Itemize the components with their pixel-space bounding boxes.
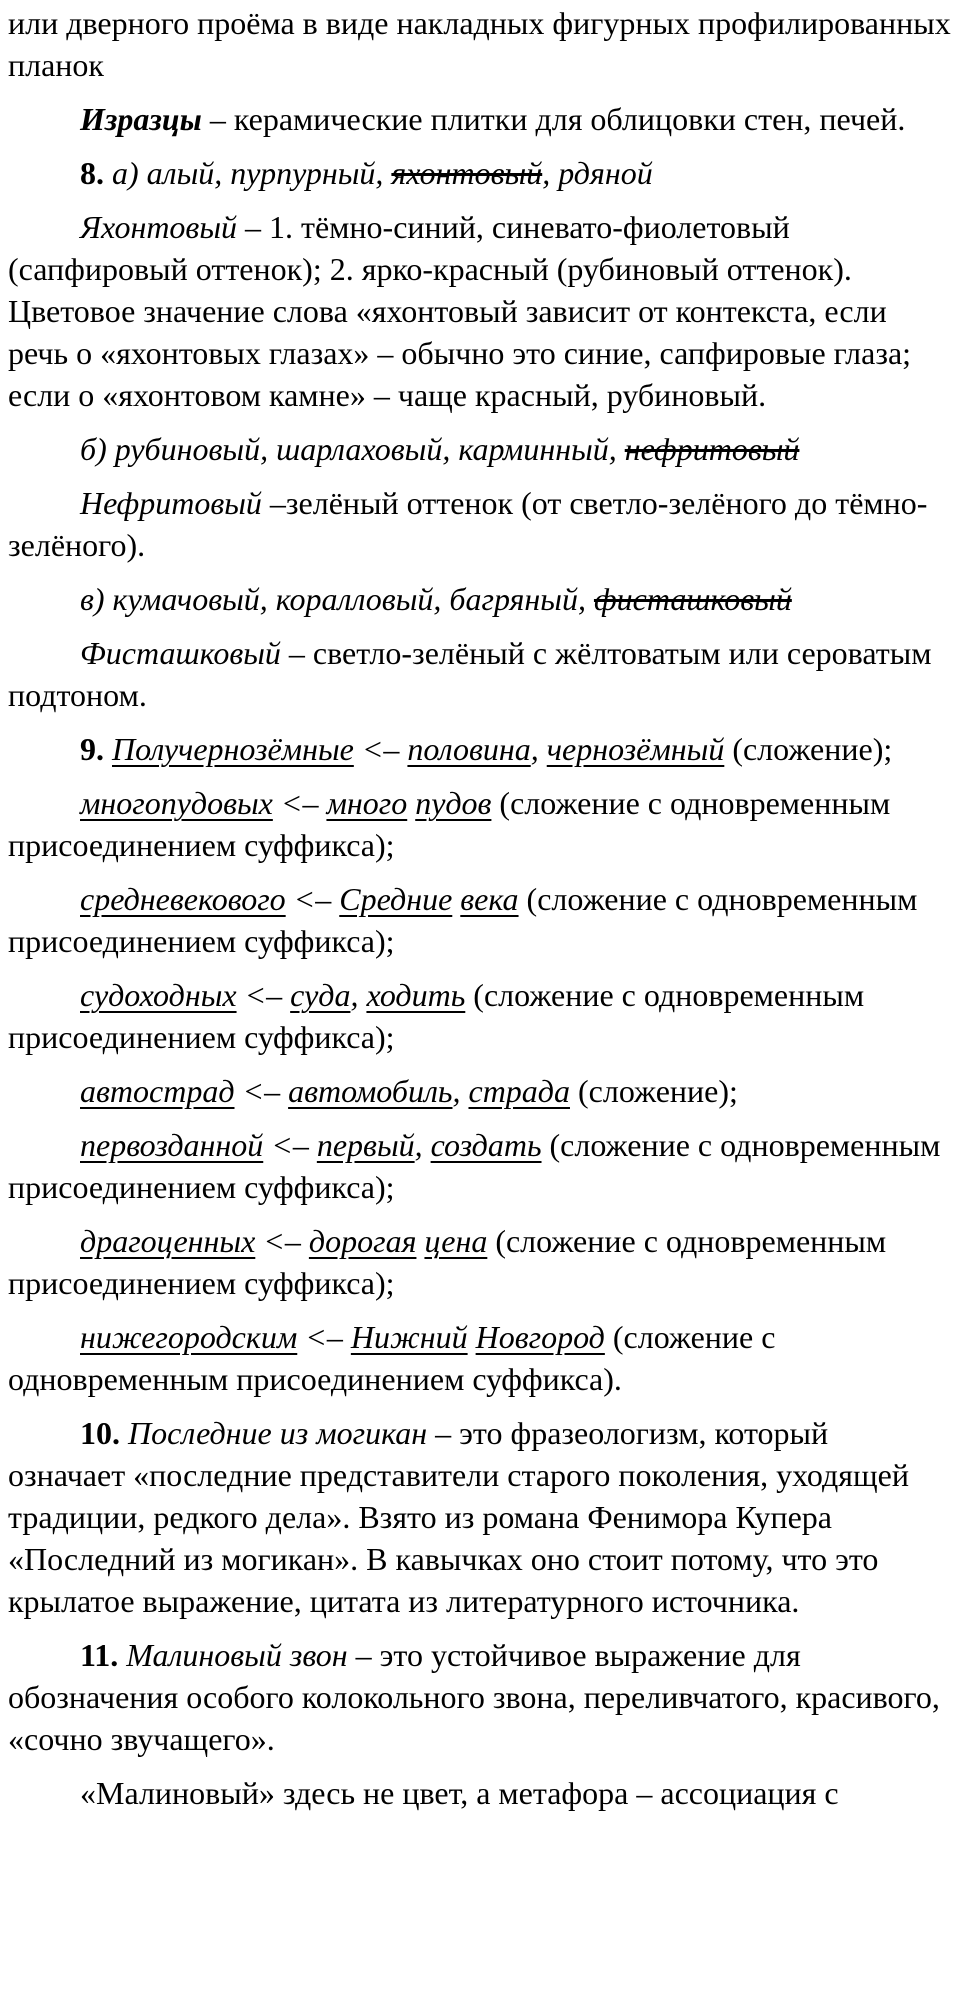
task-8-a: 8. а) алый, пурпурный, яхонтовый, рдяной xyxy=(80,155,653,191)
definition-fistashkovy: Фисташковый – светло-зелёный с жёлтоватым или сероватым подтоном. xyxy=(8,635,932,713)
paragraph-malinovy: «Малиновый» здесь не цвет, а метафора – ассоциация с xyxy=(80,1775,839,1811)
definition-yakhontovy: Яхонтовый – 1. тёмно-синий, синевато-фиолетовый (сапфировый оттенок); 2. ярко-красный (рубиновый оттенок). Цветовое значение слова «яхонтовый зависит от контекста, если речь о «яхонтовых глазах» – обычно это синие, сапфировые глаза; если о «яхонтовом камне» – чаще красный, рубиновый. xyxy=(8,209,912,413)
task-number-11: 11. xyxy=(80,1637,119,1673)
task-9-word-6: первозданной <– первый, создать (сложение с одновременным присоединением суффикса); xyxy=(8,1127,941,1205)
analyzed-word: судоходных xyxy=(80,977,237,1013)
task-10: 10. Последние из могикан – это фразеологизм, который означает «последние представители старого поколения, уходящей традиции, редкого дела». Взято из романа Фенимора Купера «Последний из могикан». В кавычках оно стоит потому, что это крылатое выражение, цитата из литературного источника. xyxy=(8,1415,909,1619)
struck-word: яхонтовый xyxy=(391,155,543,191)
task-number-9: 9. xyxy=(80,731,104,767)
struck-word: нефритовый xyxy=(624,431,800,467)
analyzed-word: драгоценных xyxy=(80,1223,256,1259)
analyzed-word: Получернозёмные xyxy=(112,731,354,767)
task-8-b: б) рубиновый, шарлаховый, карминный, нефритовый xyxy=(80,431,800,467)
definition-nefritovy: Нефритовый –зелёный оттенок (от светло-зелёного до тёмно-зелёного). xyxy=(8,485,928,563)
paragraph-continuation: или дверного проёма в виде накладных фигурных профилированных планок xyxy=(8,5,951,83)
task-number-8: 8. xyxy=(80,155,104,191)
task-9-word-4: судоходных <– суда, ходить (сложение с одновременным присоединением суффикса); xyxy=(8,977,865,1055)
task-9-word-5: автострад <– автомобиль, страда (сложение); xyxy=(80,1073,738,1109)
task-9-word-3: средневекового <– Средние века (сложение с одновременным присоединением суффикса); xyxy=(8,881,918,959)
task-9-word-1: 9. Получернозёмные <– половина, чернозёмный (сложение); xyxy=(80,731,893,767)
paragraph-izrazcy: Изразцы – керамические плитки для облицовки стен, печей. xyxy=(80,101,906,137)
analyzed-word: автострад xyxy=(80,1073,235,1109)
struck-word: фисташковый xyxy=(593,581,792,617)
task-9-word-2: многопудовых <– много пудов (сложение с одновременным присоединением суффикса); xyxy=(8,785,891,863)
analyzed-word: нижегородским xyxy=(80,1319,298,1355)
analyzed-word: многопудовых xyxy=(80,785,273,821)
task-8-v: в) кумачовый, коралловый, багряный, фисташковый xyxy=(80,581,792,617)
task-11: 11. Малиновый звон – это устойчивое выражение для обозначения особого колокольного звона, переливчатого, красивого, «сочно звучащего». xyxy=(8,1637,940,1757)
analyzed-word: первозданной xyxy=(80,1127,264,1163)
task-9-word-8: нижегородским <– Нижний Новгород (сложение с одновременным присоединением суффикса). xyxy=(8,1319,776,1397)
analyzed-word: средневекового xyxy=(80,881,286,917)
term-izrazcy: Изразцы xyxy=(80,101,202,137)
task-number-10: 10. xyxy=(80,1415,120,1451)
task-9-word-7: драгоценных <– дорогая цена (сложение с одновременным присоединением суффикса); xyxy=(8,1223,887,1301)
